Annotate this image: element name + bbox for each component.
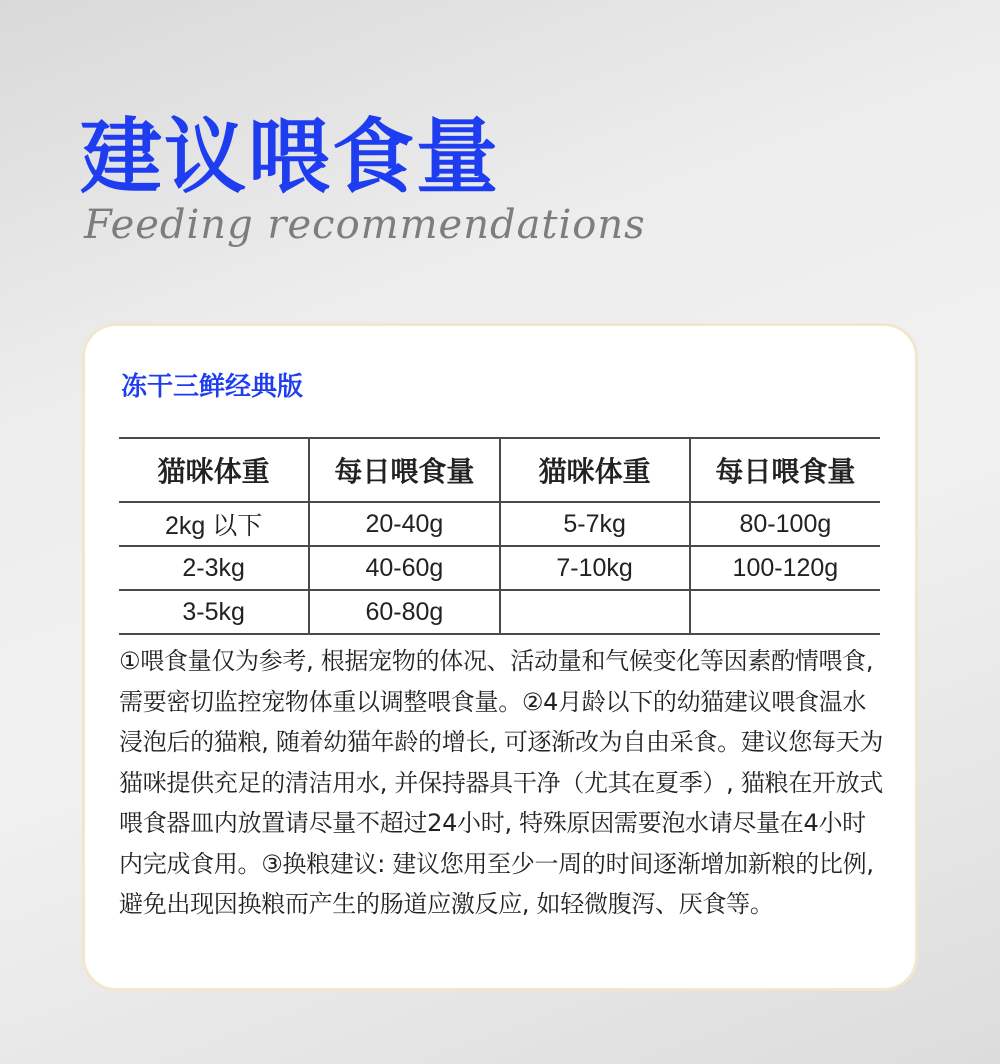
header-cat-weight: 猫咪体重 <box>500 438 690 502</box>
header-daily-amount: 每日喂食量 <box>309 438 499 502</box>
table-cell <box>690 590 880 634</box>
table-cell: 7-10kg <box>500 546 690 590</box>
table-cell <box>500 590 690 634</box>
page-title: 建议喂食量 <box>80 110 501 205</box>
table-cell: 20-40g <box>309 502 499 546</box>
page-subtitle: Feeding recommendations <box>84 202 646 248</box>
table-cell: 2kg 以下 <box>164 512 263 540</box>
table-cell: 3-5kg <box>182 597 245 626</box>
table-cell: 2-3kg <box>182 553 245 582</box>
product-name: 冻干三鲜经典版 <box>121 372 304 402</box>
feeding-table <box>119 437 880 635</box>
table-header-row <box>119 438 880 502</box>
table-cell: 100-120g <box>690 546 880 590</box>
table-cell: 60-80g <box>309 590 499 634</box>
feeding-card <box>82 323 918 991</box>
feeding-notes: ①喂食量仅为参考, 根据宠物的体况、活动量和气候变化等因素酌情喂食, 需要密切监控宠物体重以调整喂食量。②4月龄以下的幼猫建议喂食温水浸泡后的猫粮, 随着幼猫年龄的增长, 可逐渐改为自由采食。建议您每天为猫咪提供充足的清洁用水, 并保持器具干净（尤其在夏季）, 猫粮在开放式喂食器皿内放置请尽量不超过24小时, 特殊原因需要泡水请尽量在4小时内完成食用。③换粮建议: 建议您用至少一周的时间逐渐增加新粮的比例, 避免出现因换粮而产生的肠道应激反应, 如轻微腹泻、厌食等。 <box>119 647 884 918</box>
table-row <box>119 590 880 634</box>
table-cell: 40-60g <box>309 546 499 590</box>
table-row <box>119 546 880 590</box>
table-cell: 80-100g <box>690 502 880 546</box>
header-cat-weight: 猫咪体重 <box>157 456 270 487</box>
table-cell: 5-7kg <box>500 502 690 546</box>
table-row <box>119 502 880 546</box>
header-daily-amount: 每日喂食量 <box>690 438 880 502</box>
